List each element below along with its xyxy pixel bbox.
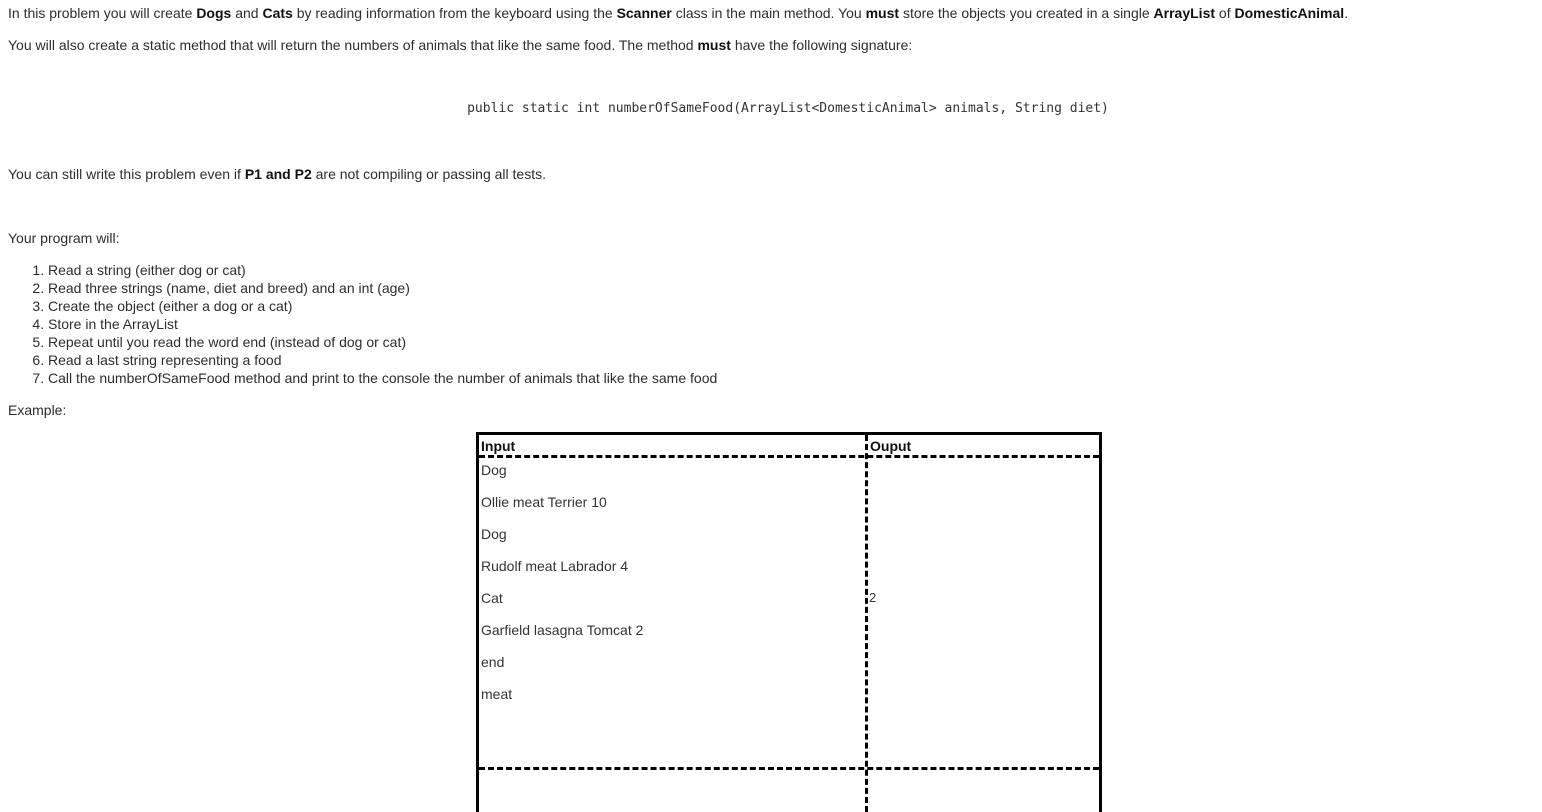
row-divider <box>479 767 1099 770</box>
step-item: 6. Read a last string representing a food <box>48 351 717 369</box>
step-item: 5. Repeat until you read the word end (instead of dog or cat) <box>48 333 717 351</box>
program-will-heading: Your program will: <box>8 230 120 246</box>
input-line: Dog <box>481 462 507 478</box>
step-item: 2. Read three strings (name, diet and breed) and an int (age) <box>48 279 717 297</box>
input-line: meat <box>481 686 513 702</box>
output-value: 2 <box>869 590 877 605</box>
note-paragraph: You can still write this problem even if P1 and P2 are not compiling or passing all tests. <box>8 166 546 182</box>
input-line: end <box>481 654 505 670</box>
input-line: Rudolf meat Labrador 4 <box>481 558 629 574</box>
step-item: 3. Create the object (either a dog or a cat) <box>48 297 717 315</box>
input-line: Ollie meat Terrier 10 <box>481 494 607 510</box>
intro-paragraph: In this problem you will create Dogs and Cats by reading information from the keyboard using the Scanner class in the main method. You must store the objects you created in a single ArrayList of DomesticAnimal. <box>8 5 1349 21</box>
step-item: 1. Read a string (either dog or cat) <box>48 261 717 279</box>
steps-list <box>8 261 717 387</box>
method-signature: public static int numberOfSameFood(ArrayList<DomesticAnimal> animals, String diet) <box>467 101 1109 116</box>
static-method-paragraph: You will also create a static method that will return the numbers of animals that like the same food. The method must have the following signature: <box>8 37 913 53</box>
output-header: Ouput <box>870 438 912 454</box>
example-label: Example: <box>8 402 67 418</box>
input-line: Garfield lasagna Tomcat 2 <box>481 622 644 638</box>
input-line: Dog <box>481 526 507 542</box>
input-line: Cat <box>481 590 503 606</box>
step-item: 7. Call the numberOfSameFood method and print to the console the number of animals that like the same food <box>48 369 717 387</box>
column-divider <box>865 435 868 812</box>
input-header: Input <box>481 438 516 454</box>
header-divider <box>479 455 1099 458</box>
step-item: 4. Store in the ArrayList <box>48 315 717 333</box>
example-table <box>476 432 1102 812</box>
